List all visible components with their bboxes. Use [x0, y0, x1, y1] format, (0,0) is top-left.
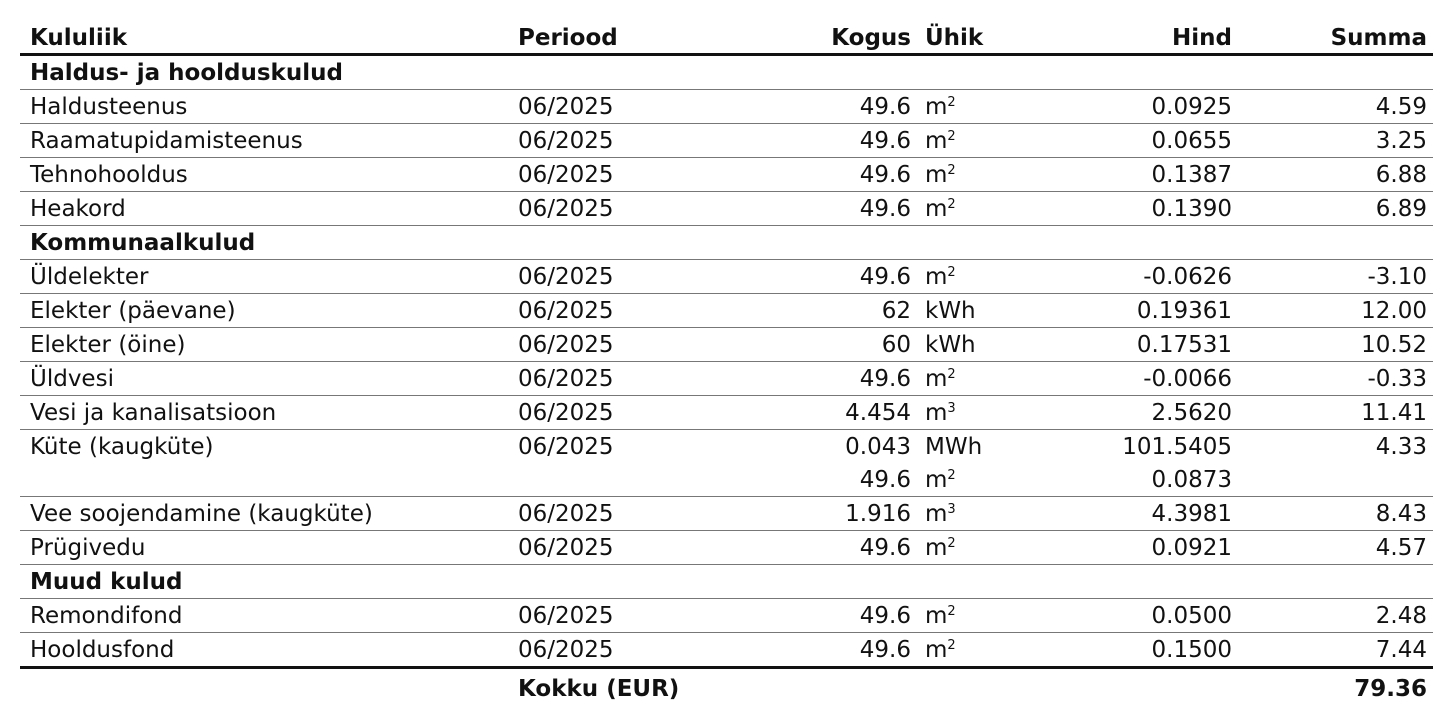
total-label: Kokku (EUR) — [508, 668, 1031, 709]
cost-period: 06/2025 — [508, 90, 678, 124]
cost-sum: 10.52 — [1238, 328, 1433, 362]
cost-quantity: 49.6 — [678, 531, 921, 565]
cost-table — [20, 22, 1433, 709]
cost-period: 06/2025 — [508, 633, 678, 668]
header-period: Periood — [508, 22, 678, 55]
unit-exponent: 3 — [947, 502, 955, 517]
unit-exponent: 3 — [947, 401, 955, 416]
cost-price: 0.0873 — [1031, 463, 1238, 497]
cost-quantity: 49.6 — [678, 90, 921, 124]
cost-price: 2.5620 — [1031, 396, 1238, 430]
unit-base: m — [925, 196, 947, 222]
cost-price: 0.19361 — [1031, 294, 1238, 328]
cost-period: 06/2025 — [508, 396, 678, 430]
cost-name: Heakord — [20, 192, 508, 226]
cost-price: 0.0921 — [1031, 531, 1238, 565]
cost-quantity: 49.6 — [678, 463, 921, 497]
cost-name: Haldusteenus — [20, 90, 508, 124]
cost-unit — [921, 192, 1031, 226]
table-footer — [20, 668, 1433, 709]
unit-base: m — [925, 128, 947, 154]
cost-unit — [921, 362, 1031, 396]
table-row — [20, 192, 1433, 226]
cost-name: Elekter (päevane) — [20, 294, 508, 328]
cost-name: Elekter (öine) — [20, 328, 508, 362]
cost-price: 0.17531 — [1031, 328, 1238, 362]
cost-unit — [921, 328, 1031, 362]
cost-name: Vesi ja kanalisatsioon — [20, 396, 508, 430]
cost-name: Prügivedu — [20, 531, 508, 565]
cost-quantity: 1.916 — [678, 497, 921, 531]
cost-quantity: 49.6 — [678, 362, 921, 396]
cost-name: Üldelekter — [20, 260, 508, 294]
cost-period-empty — [508, 463, 678, 497]
cost-name: Remondifond — [20, 599, 508, 633]
unit-base: m — [925, 535, 947, 561]
cost-sum: 4.33 — [1238, 430, 1433, 464]
cost-quantity: 49.6 — [678, 633, 921, 668]
header-name: Kululiik — [20, 22, 508, 55]
table-header — [20, 22, 1433, 55]
header-sum: Summa — [1238, 22, 1433, 55]
cost-period: 06/2025 — [508, 260, 678, 294]
cost-price: 0.0500 — [1031, 599, 1238, 633]
unit-base: m — [925, 637, 947, 663]
cost-unit — [921, 531, 1031, 565]
cost-name: Vee soojendamine (kaugküte) — [20, 497, 508, 531]
unit-exponent: 2 — [947, 95, 955, 110]
cost-quantity: 49.6 — [678, 260, 921, 294]
table-row — [20, 430, 1433, 464]
table-row — [20, 497, 1433, 531]
cost-price: -0.0626 — [1031, 260, 1238, 294]
cost-sum: 4.57 — [1238, 531, 1433, 565]
unit-base: m — [925, 501, 947, 527]
cost-sum: 7.44 — [1238, 633, 1433, 668]
cost-period: 06/2025 — [508, 497, 678, 531]
cost-statement — [20, 22, 1433, 709]
category-row — [20, 226, 1433, 260]
cost-unit — [921, 463, 1031, 497]
cost-unit — [921, 633, 1031, 668]
cost-sum: 2.48 — [1238, 599, 1433, 633]
unit-base: kWh — [925, 298, 976, 324]
cost-quantity: 49.6 — [678, 599, 921, 633]
unit-exponent: 2 — [947, 604, 955, 619]
unit-base: MWh — [925, 434, 982, 460]
cost-name: Hooldusfond — [20, 633, 508, 668]
unit-base: m — [925, 94, 947, 120]
cost-period: 06/2025 — [508, 192, 678, 226]
category-title: Haldus- ja hoolduskulud — [20, 55, 1433, 90]
cost-sum: 12.00 — [1238, 294, 1433, 328]
cost-period: 06/2025 — [508, 158, 678, 192]
cost-quantity: 62 — [678, 294, 921, 328]
cost-name: Küte (kaugküte) — [20, 430, 508, 464]
table-row — [20, 396, 1433, 430]
cost-price: 0.1390 — [1031, 192, 1238, 226]
cost-unit — [921, 599, 1031, 633]
total-value: 79.36 — [1238, 668, 1433, 709]
cost-price: 0.1500 — [1031, 633, 1238, 668]
unit-base: m — [925, 467, 947, 493]
table-row — [20, 599, 1433, 633]
unit-base: m — [925, 264, 947, 290]
cost-price: -0.0066 — [1031, 362, 1238, 396]
cost-quantity: 4.454 — [678, 396, 921, 430]
header-unit: Ühik — [921, 22, 1031, 55]
unit-exponent: 2 — [947, 536, 955, 551]
cost-unit — [921, 158, 1031, 192]
table-row — [20, 328, 1433, 362]
unit-exponent: 2 — [947, 197, 955, 212]
table-row — [20, 124, 1433, 158]
cost-sum: 6.89 — [1238, 192, 1433, 226]
table-body — [20, 55, 1433, 668]
unit-base: m — [925, 162, 947, 188]
cost-sum: 3.25 — [1238, 124, 1433, 158]
total-spacer-2 — [1031, 668, 1238, 709]
header-price: Hind — [1031, 22, 1238, 55]
cost-price: 0.1387 — [1031, 158, 1238, 192]
unit-base: m — [925, 366, 947, 392]
header-quantity: Kogus — [678, 22, 921, 55]
cost-period: 06/2025 — [508, 599, 678, 633]
cost-price: 101.5405 — [1031, 430, 1238, 464]
table-row — [20, 260, 1433, 294]
unit-exponent: 2 — [947, 265, 955, 280]
cost-sum: 11.41 — [1238, 396, 1433, 430]
cost-period: 06/2025 — [508, 430, 678, 464]
unit-exponent: 2 — [947, 638, 955, 653]
cost-quantity: 0.043 — [678, 430, 921, 464]
total-spacer — [20, 668, 508, 709]
table-row — [20, 90, 1433, 124]
cost-unit — [921, 124, 1031, 158]
cost-period: 06/2025 — [508, 328, 678, 362]
cost-sum: 8.43 — [1238, 497, 1433, 531]
cost-price: 4.3981 — [1031, 497, 1238, 531]
category-row — [20, 55, 1433, 90]
cost-unit — [921, 430, 1031, 464]
cost-sum: -0.33 — [1238, 362, 1433, 396]
unit-exponent: 2 — [947, 468, 955, 483]
table-row — [20, 633, 1433, 668]
category-title: Muud kulud — [20, 565, 1433, 599]
category-title: Kommunaalkulud — [20, 226, 1433, 260]
cost-price: 0.0655 — [1031, 124, 1238, 158]
cost-quantity: 60 — [678, 328, 921, 362]
unit-exponent: 2 — [947, 163, 955, 178]
table-subrow — [20, 463, 1433, 497]
table-row — [20, 294, 1433, 328]
table-row — [20, 531, 1433, 565]
cost-sum-empty — [1238, 463, 1433, 497]
cost-period: 06/2025 — [508, 124, 678, 158]
cost-unit — [921, 260, 1031, 294]
cost-unit — [921, 294, 1031, 328]
cost-period: 06/2025 — [508, 362, 678, 396]
category-row — [20, 565, 1433, 599]
cost-sum: 6.88 — [1238, 158, 1433, 192]
table-row — [20, 158, 1433, 192]
unit-base: m — [925, 603, 947, 629]
header-row — [20, 22, 1433, 55]
cost-quantity: 49.6 — [678, 124, 921, 158]
cost-quantity: 49.6 — [678, 158, 921, 192]
cost-unit — [921, 90, 1031, 124]
cost-period: 06/2025 — [508, 294, 678, 328]
cost-name-empty — [20, 463, 508, 497]
unit-exponent: 2 — [947, 129, 955, 144]
unit-exponent: 2 — [947, 367, 955, 382]
table-row — [20, 362, 1433, 396]
cost-period: 06/2025 — [508, 531, 678, 565]
cost-name: Üldvesi — [20, 362, 508, 396]
cost-name: Tehnohooldus — [20, 158, 508, 192]
cost-sum: -3.10 — [1238, 260, 1433, 294]
total-row — [20, 668, 1433, 709]
cost-name: Raamatupidamisteenus — [20, 124, 508, 158]
cost-unit — [921, 497, 1031, 531]
cost-unit — [921, 396, 1031, 430]
unit-base: m — [925, 400, 947, 426]
cost-quantity: 49.6 — [678, 192, 921, 226]
cost-sum: 4.59 — [1238, 90, 1433, 124]
cost-price: 0.0925 — [1031, 90, 1238, 124]
unit-base: kWh — [925, 332, 976, 358]
